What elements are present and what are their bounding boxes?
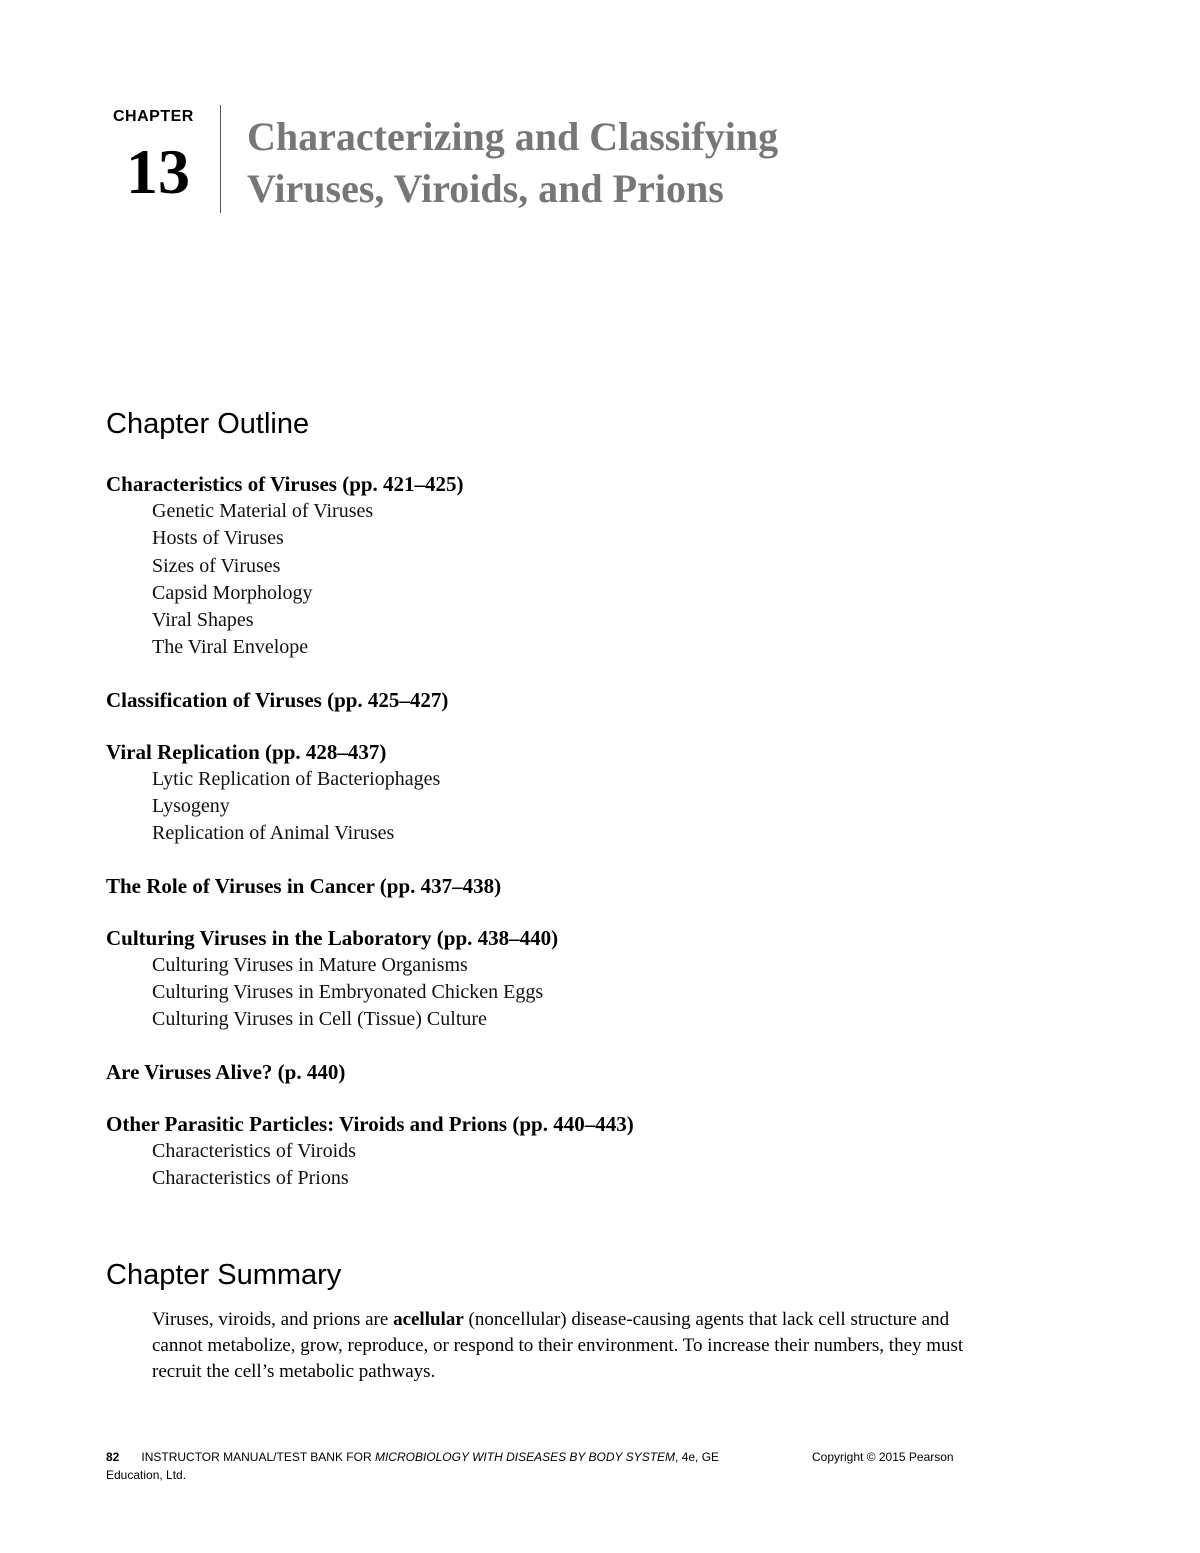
summary-paragraph: [152, 1307, 982, 1385]
summary-text-after: (noncellular) disease-causing agents that lack cell structure and cannot metabolize, grow, reproduce, or respond to their environment. To increase their numbers, they must recruit the cell’s metabolic pathways.: [152, 1309, 964, 1382]
page-number: 82: [106, 1450, 120, 1464]
summary-bold-term: acellular: [393, 1309, 464, 1330]
outline-section-title: Culturing Viruses in the Laboratory (pp. 438–440): [106, 925, 559, 950]
chapter-title: [247, 111, 778, 215]
chapter-outline: [106, 470, 634, 1216]
outline-section-title: Viral Replication (pp. 428–437): [106, 739, 387, 764]
chapter-title-line1: Characterizing and Classifying: [247, 114, 779, 159]
outline-section: [106, 686, 634, 714]
outline-section-title: Other Parasitic Particles: Viroids and Prions (pp. 440–443): [106, 1111, 634, 1136]
outline-subitem: Replication of Animal Viruses: [152, 822, 395, 845]
outline-subitem: Characteristics of Viroids: [152, 1139, 356, 1162]
outline-section-title: Characteristics of Viruses (pp. 421–425): [106, 472, 464, 496]
outline-subitem: Lytic Replication of Bacteriophages: [152, 767, 441, 790]
footer-prefix: INSTRUCTOR MANUAL/TEST BANK FOR: [141, 1450, 375, 1464]
outline-subitem: Lysogeny: [152, 795, 230, 818]
outline-subitem: Capsid Morphology: [152, 581, 313, 604]
page-footer: [106, 1448, 976, 1484]
outline-subitem: Characteristics of Prions: [152, 1166, 349, 1189]
outline-section: [106, 470, 634, 662]
outline-subitem: Sizes of Viruses: [152, 554, 281, 577]
footer-copyright: Copyright © 2015 Pearson: [812, 1450, 954, 1464]
summary-text-before: Viruses, viroids, and prions are: [152, 1309, 394, 1330]
chapter-divider: [220, 105, 221, 213]
outline-subitem: Culturing Viruses in Cell (Tissue) Culture: [152, 1008, 487, 1031]
outline-section: [106, 1110, 634, 1193]
chapter-number: 13: [126, 136, 190, 207]
outline-section: [106, 872, 634, 900]
outline-subitem: Culturing Viruses in Embryonated Chicken Eggs: [152, 980, 544, 1003]
outline-section: [106, 924, 634, 1034]
summary-heading: Chapter Summary: [106, 1259, 342, 1291]
outline-heading: Chapter Outline: [106, 408, 310, 440]
outline-subitem: The Viral Envelope: [152, 636, 309, 659]
outline-subitem: Culturing Viruses in Mature Organisms: [152, 953, 468, 976]
footer-book-title: MICROBIOLOGY WITH DISEASES BY BODY SYSTEM: [374, 1450, 676, 1464]
footer-suffix: , 4e, GE: [675, 1450, 720, 1464]
outline-subitem: Hosts of Viruses: [152, 527, 284, 550]
outline-section: [106, 738, 634, 848]
outline-section: [106, 1058, 634, 1086]
outline-section-title: Classification of Viruses (pp. 425–427): [106, 687, 449, 712]
outline-section-title: The Role of Viruses in Cancer (pp. 437–438): [106, 873, 502, 898]
outline-section-title: Are Viruses Alive? (p. 440): [106, 1059, 346, 1084]
outline-subitem: Viral Shapes: [152, 609, 254, 632]
footer-copyright-line2: Education, Ltd.: [106, 1468, 187, 1482]
chapter-label: CHAPTER: [113, 108, 194, 125]
outline-subitem: Genetic Material of Viruses: [152, 500, 374, 522]
chapter-title-line2: Viruses, Viroids, and Prions: [247, 166, 724, 211]
